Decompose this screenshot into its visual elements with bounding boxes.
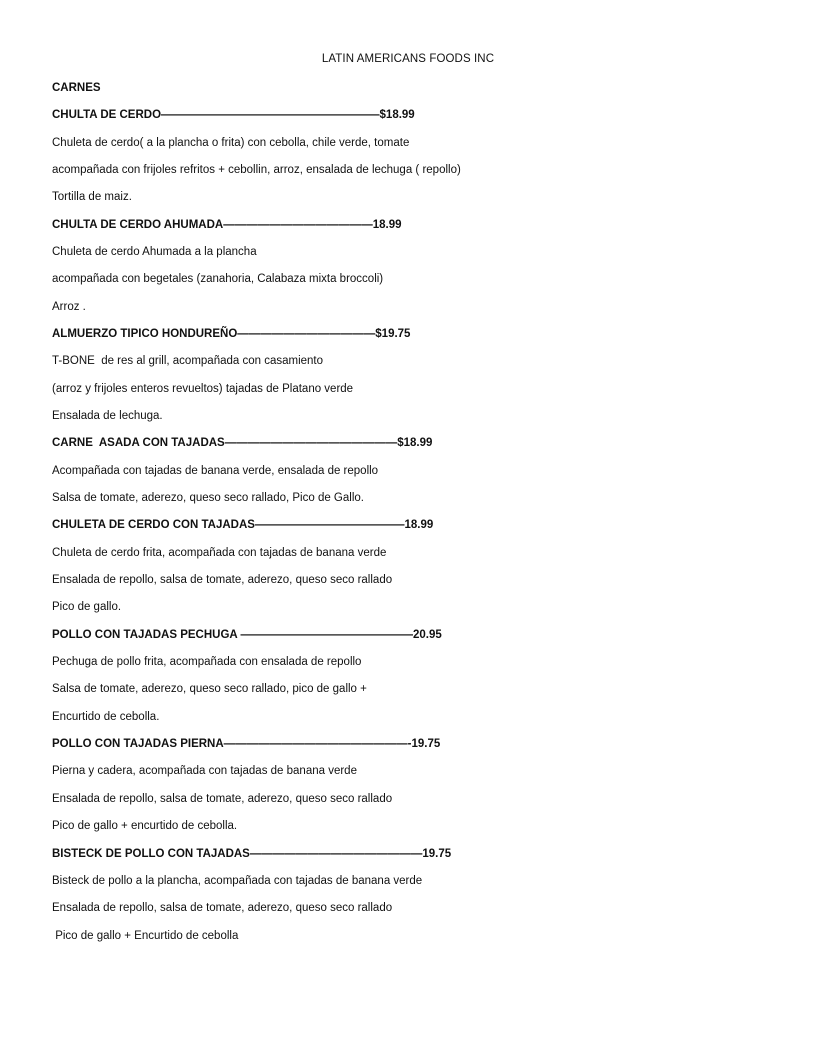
menu-item-heading: CHULETA DE CERDO CON TAJADAS—————————————18.99	[52, 519, 434, 531]
section-heading: CARNES	[52, 82, 101, 94]
menu-item-description: Ensalada de lechuga.	[52, 410, 163, 422]
menu-item-heading: BISTECK DE POLLO CON TAJADAS———————————————19.75	[52, 848, 452, 860]
menu-item-heading: CARNE ASADA CON TAJADAS———————————————$18.99	[52, 437, 433, 449]
menu-item-description: Arroz .	[52, 301, 86, 313]
menu-item-heading: ALMUERZO TIPICO HONDUREÑO————————————$19.75	[52, 328, 411, 340]
menu-item-description: (arroz y frijoles enteros revueltos) tajadas de Platano verde	[52, 383, 354, 395]
menu-item-description: Pico de gallo + encurtido de cebolla.	[52, 820, 238, 832]
menu-item-description: Bisteck de pollo a la plancha, acompañada con tajadas de banana verde	[52, 875, 423, 887]
menu-item-description: acompañada con frijoles refritos + cebollin, arroz, ensalada de lechuga ( repollo)	[52, 164, 461, 176]
menu-item-heading: CHULTA DE CERDO———————————————————$18.99	[52, 109, 415, 121]
menu-item-description: Pico de gallo.	[52, 601, 122, 613]
menu-item-description: Pierna y cadera, acompañada con tajadas de banana verde	[52, 765, 357, 777]
page-title: LATIN AMERICANS FOODS INC	[321, 53, 495, 65]
menu-item-heading: POLLO CON TAJADAS PIERNA————————————————-19.75	[52, 738, 441, 750]
menu-item-description: Ensalada de repollo, salsa de tomate, aderezo, queso seco rallado	[52, 793, 393, 805]
menu-item-description: T-BONE de res al grill, acompañada con casamiento	[52, 355, 324, 367]
menu-item-description: Tortilla de maiz.	[52, 191, 132, 203]
menu-item-description: Pico de gallo + Encurtido de cebolla	[52, 930, 239, 942]
menu-item-description: Ensalada de repollo, salsa de tomate, aderezo, queso seco rallado	[52, 902, 393, 914]
menu-item-description: acompañada con begetales (zanahoria, Calabaza mixta broccoli)	[52, 273, 384, 285]
menu-item-description: Chuleta de cerdo Ahumada a la plancha	[52, 246, 257, 258]
menu-item-heading: CHULTA DE CERDO AHUMADA—————————————18.99	[52, 219, 402, 231]
menu-item-description: Acompañada con tajadas de banana verde, ensalada de repollo	[52, 465, 379, 477]
menu-item-description: Salsa de tomate, aderezo, queso seco rallado, Pico de Gallo.	[52, 492, 364, 504]
menu-item-description: Chuleta de cerdo frita, acompañada con tajadas de banana verde	[52, 547, 387, 559]
menu-item-description: Ensalada de repollo, salsa de tomate, aderezo, queso seco rallado	[52, 574, 393, 586]
menu-item-description: Chuleta de cerdo( a la plancha o frita) con cebolla, chile verde, tomate	[52, 137, 410, 149]
menu-item-description: Pechuga de pollo frita, acompañada con ensalada de repollo	[52, 656, 362, 668]
menu-item-description: Encurtido de cebolla.	[52, 711, 160, 723]
menu-item-heading: POLLO CON TAJADAS PECHUGA ———————————————20.95	[52, 629, 442, 641]
menu-item-description: Salsa de tomate, aderezo, queso seco rallado, pico de gallo +	[52, 683, 367, 695]
